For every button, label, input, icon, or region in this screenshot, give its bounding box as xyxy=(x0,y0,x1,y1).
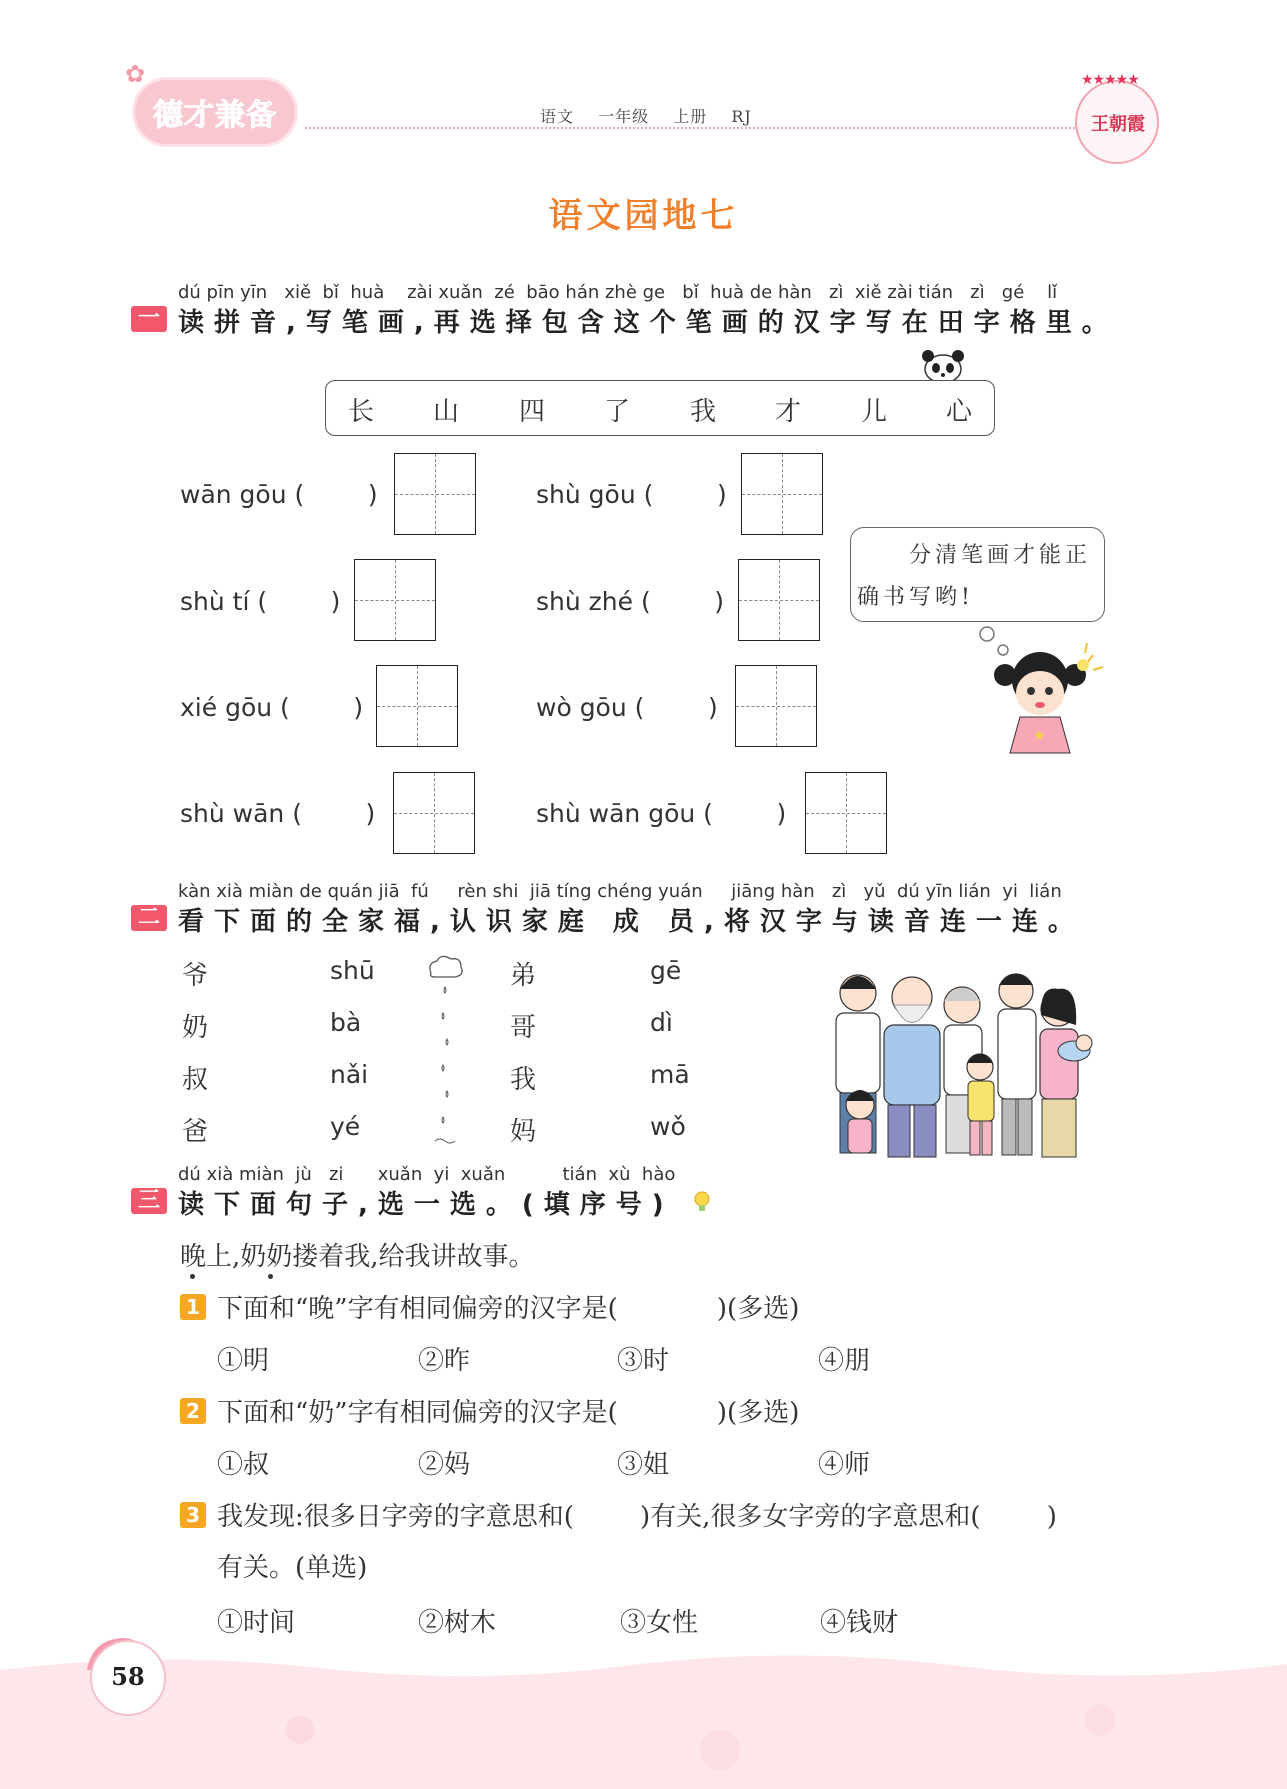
section3-pinyin: dú xià miàn jù zi xuǎn yi xuǎn tián xù hào xyxy=(178,1164,676,1185)
author-seal xyxy=(1075,72,1159,164)
bubble-line: 分清笔画才能正 xyxy=(909,543,1092,568)
page-title: 语文园地七 xyxy=(548,196,739,236)
char-option: 了 xyxy=(604,397,631,427)
section1-badge: 一 xyxy=(131,306,167,332)
tian-grid[interactable] xyxy=(805,772,887,854)
tian-grid[interactable] xyxy=(354,559,436,641)
emphasis-dot xyxy=(190,1274,195,1279)
girl-illustration xyxy=(975,625,1115,760)
answer-option[interactable]: ②树木 xyxy=(418,1608,497,1638)
question-text: 我发现:很多日字旁的字意思和( )有关,很多女字旁的字意思和( ) xyxy=(217,1502,1057,1532)
stroke-label: shù wān ( ) xyxy=(180,799,376,828)
question-text-cont: 有关。(单选) xyxy=(217,1553,368,1583)
char-option: 才 xyxy=(775,397,802,427)
family-char[interactable]: 我 xyxy=(510,1065,537,1095)
tian-grid[interactable] xyxy=(376,665,458,747)
tian-grid[interactable] xyxy=(393,772,475,854)
family-pinyin[interactable]: wǒ xyxy=(650,1112,686,1141)
stroke-label: xié gōu ( ) xyxy=(180,693,364,722)
grade: 一年级 xyxy=(598,107,650,126)
section2-pinyin: kàn xià miàn de quán jiā fú rèn shi jiā tíng chéng yuán jiāng hàn zì yǔ dú yīn lián yi lián xyxy=(178,881,1062,902)
edition: RJ xyxy=(731,107,752,126)
answer-option[interactable]: ②昨 xyxy=(418,1346,471,1376)
footer-wave xyxy=(0,1650,1287,1789)
section3-badge: 三 xyxy=(131,1188,167,1214)
family-photo-illustration xyxy=(820,955,1110,1170)
volume: 上册 xyxy=(673,107,708,126)
answer-option[interactable]: ③时 xyxy=(617,1346,670,1376)
family-char[interactable]: 奶 xyxy=(182,1013,209,1043)
emphasis-dot xyxy=(268,1274,273,1279)
header-divider xyxy=(305,127,1075,129)
stroke-label: shù gōu ( ) xyxy=(536,480,727,509)
svg-text:★: ★ xyxy=(1033,728,1046,744)
char-option: 长 xyxy=(348,397,375,427)
character-bank xyxy=(325,380,995,436)
answer-option[interactable]: ④朋 xyxy=(818,1346,871,1376)
tian-grid[interactable] xyxy=(738,559,820,641)
tian-grid[interactable] xyxy=(735,665,817,747)
char-option: 心 xyxy=(946,397,973,427)
speech-bubble xyxy=(850,527,1105,622)
answer-option[interactable]: ④师 xyxy=(818,1450,871,1480)
stroke-label: shù wān gōu ( ) xyxy=(536,799,787,828)
char-option: 儿 xyxy=(861,397,888,427)
palm-tree-icon: ✿ xyxy=(125,60,146,88)
subject: 语文 xyxy=(540,107,575,126)
question-number: 2 xyxy=(180,1398,206,1424)
char-option: 我 xyxy=(690,397,717,427)
family-pinyin[interactable]: yé xyxy=(330,1112,361,1141)
answer-option[interactable]: ③姐 xyxy=(617,1450,670,1480)
family-pinyin[interactable]: nǎi xyxy=(330,1060,369,1089)
tian-grid[interactable] xyxy=(741,453,823,535)
page-number-badge xyxy=(90,1640,166,1716)
stroke-label: shù tí ( ) xyxy=(180,587,341,616)
stroke-label: wān gōu ( ) xyxy=(180,480,378,509)
family-char[interactable]: 妈 xyxy=(510,1117,537,1147)
panda-icon xyxy=(920,347,966,383)
family-char[interactable]: 弟 xyxy=(510,961,537,991)
answer-option[interactable]: ①明 xyxy=(217,1346,270,1376)
family-pinyin[interactable]: bà xyxy=(330,1008,362,1037)
section2-badge: 二 xyxy=(131,905,167,931)
tian-grid[interactable] xyxy=(394,453,476,535)
answer-option[interactable]: ③女性 xyxy=(620,1608,699,1638)
char-option: 山 xyxy=(433,397,460,427)
bubble-line: 确书写哟! xyxy=(857,585,974,610)
family-char[interactable]: 叔 xyxy=(182,1065,209,1095)
family-pinyin[interactable]: dì xyxy=(650,1008,673,1037)
book-info xyxy=(540,104,770,127)
family-pinyin[interactable]: gē xyxy=(650,956,682,985)
char-option: 四 xyxy=(519,397,546,427)
page-number: 58 xyxy=(111,1662,145,1691)
rain-divider-icon xyxy=(425,955,465,1150)
seal-name: 王朝霞 xyxy=(1091,114,1145,135)
question-number: 3 xyxy=(180,1502,206,1528)
family-pinyin[interactable]: mā xyxy=(650,1060,690,1089)
section3-heading: 读下面句子,选一选。(填序号) xyxy=(178,1190,674,1220)
stroke-label: wò gōu ( ) xyxy=(536,693,718,722)
section2-heading: 看下面的全家福,认识家庭 成 员,将汉字与读音连一连。 xyxy=(178,907,1084,937)
stars-icon: ★★★★★ xyxy=(1081,72,1139,88)
brand-name: 德才兼备 xyxy=(153,98,277,133)
answer-option[interactable]: ④钱财 xyxy=(820,1608,899,1638)
family-char[interactable]: 哥 xyxy=(510,1013,537,1043)
lightbulb-icon xyxy=(692,1190,712,1214)
reading-sentence: 晚上,奶奶搂着我,给我讲故事。 xyxy=(180,1242,535,1272)
section1-pinyin: dú pīn yīn xiě bǐ huà zài xuǎn zé bāo hán zhè ge bǐ huà de hàn zì xiě zài tián zì gé lǐ xyxy=(178,282,1058,303)
family-pinyin[interactable]: shū xyxy=(330,956,375,985)
answer-option[interactable]: ①叔 xyxy=(217,1450,270,1480)
family-char[interactable]: 爷 xyxy=(182,961,209,991)
question-text: 下面和“奶”字有相同偏旁的汉字是( )(多选) xyxy=(217,1398,800,1428)
family-char[interactable]: 爸 xyxy=(182,1117,209,1147)
section1-heading: 读拼音,写笔画,再选择包含这个笔画的汉字写在田字格里。 xyxy=(178,308,1118,338)
answer-option[interactable]: ②妈 xyxy=(418,1450,471,1480)
stroke-label: shù zhé ( ) xyxy=(536,587,725,616)
answer-option[interactable]: ①时间 xyxy=(217,1608,296,1638)
question-number: 1 xyxy=(180,1294,206,1320)
question-text: 下面和“晚”字有相同偏旁的汉字是( )(多选) xyxy=(217,1294,800,1324)
brand-logo xyxy=(125,60,295,144)
